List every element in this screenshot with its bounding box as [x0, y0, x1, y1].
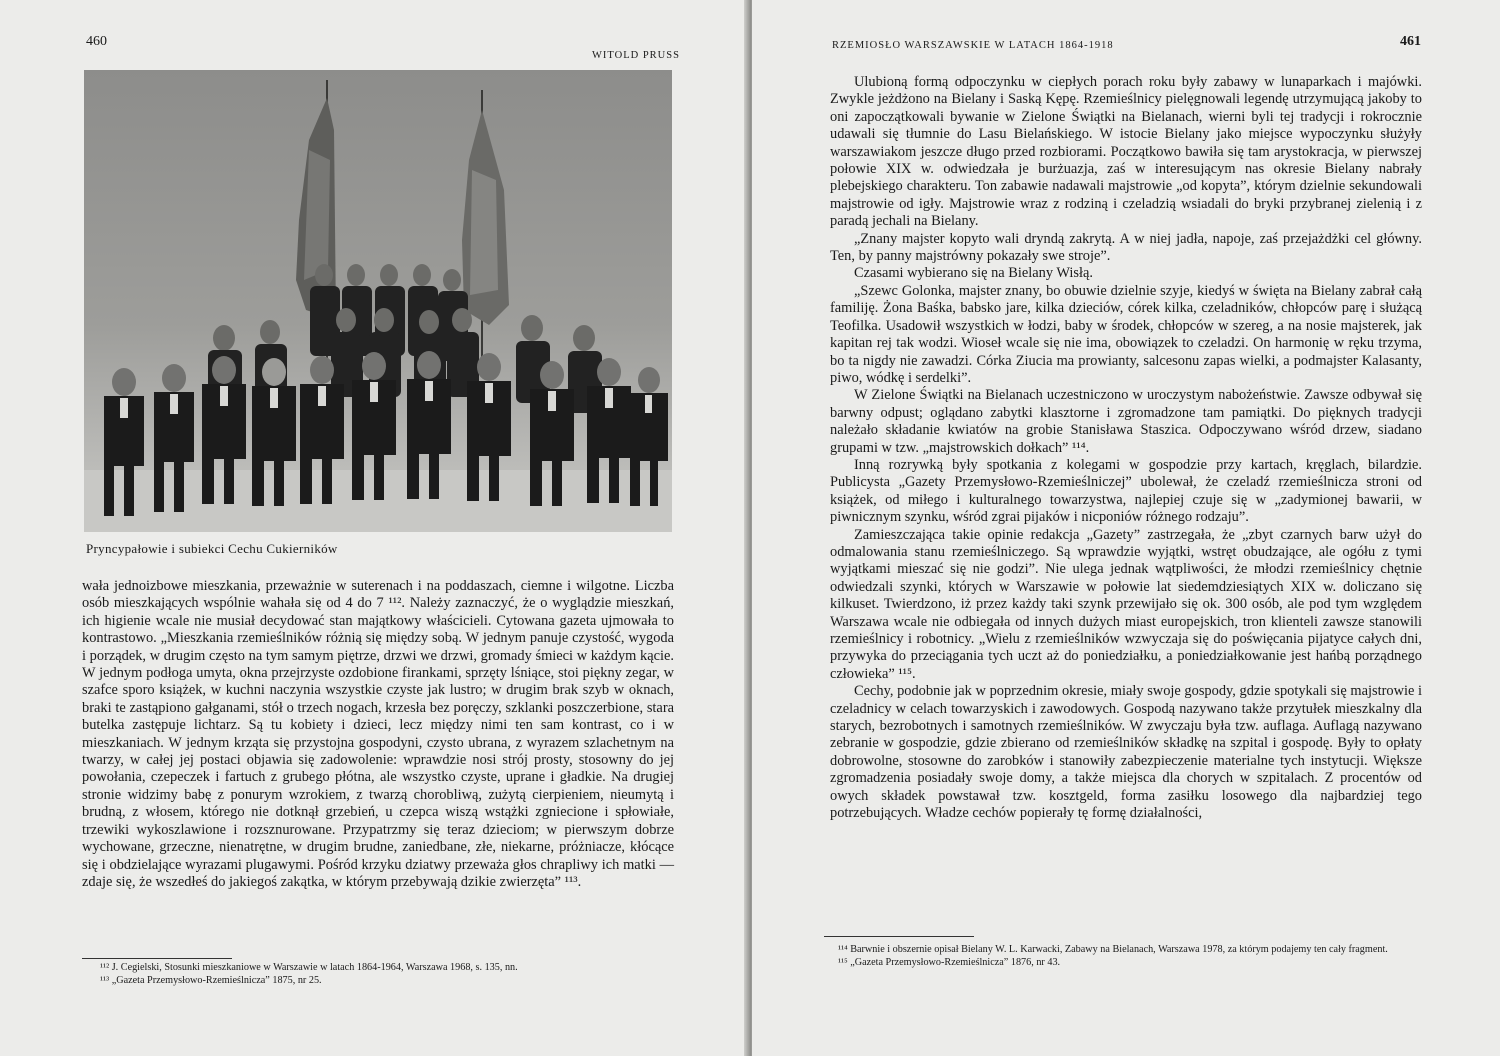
right-footnotes: [838, 944, 1422, 969]
paragraph: wała jednoizbowe mieszkania, przeważnie w suterenach i na poddaszach, ciemne i wilgotne. Liczba osób mieszkających wspólnie wahała się od 4 do 7 ¹¹². Należy zaznaczyć, że o wyglądzie mieszkań, ich higienie wcale nie musiał decydować stan majątkowy właścicieli. Cytowana gazeta ujmowała to kontrastowo. „Mieszkania rzemieślników różnią się między sobą. W jednym panuje czystość, wygoda i porządek, w drugim często na tym samym piętrze, drzwi we drzwi, gromady śmieci w każdym kącie. W jednym podłoga umyta, okna przejrzyste ozdobione firankami, sprzęty lśniące, stoi piękny zegar, w szafce sporo książek, w kuchni naczynia wszystkie czyste jak lustro; w drugim brak szyb w oknach, braki te zastąpiono gałganami, stół o trzech nogach, krzesła bez poręczy, szklanki poszczerbione, stara butelka zastępuje lichtarz. Są tu kobiety i dzieci, lecz między nimi ten sam kontrast, co i w mieszkaniach. W jednym krząta się przystojna gospodyni, czysto ubrana, z wyrazem szlachetnym na twarzy, w całej jej postaci objawia się zadowolenie: wprawdzie nosi strój prosty, stosowny do jej powołania, czepeczek i fartuch z grubego płótna, ale wszystko czyste, uprane i gładkie. Na drugiej stronie widzimy babę z ponurym wzrokiem, z twarzą chorobliwą, zużytą cierpieniem, nieumytą i brudną, z włosem, którego nie dotknął grzebień, u czepca wiszą wstążki zgniecione i spłowiałe, trzewiki wykoszlawione i rozsznurowane. Przypatrzmy się teraz dzieciom; w pierwszym dobrze wychowane, grzeczne, nienatrętne, w drugim brudne, zaniedbane, złe, niekarne, próżniacze, kłócące się i obdzielające wyrazami plugawymi. Pośród krzyku dziatwy przeważa głos chrapliwy ich matki — zdaje się, że wszedłeś do jakiegoś zakątka, w którym przebywają dzikie zwierzęta” ¹¹³.: [82, 578, 674, 890]
footnote: ¹¹³ „Gazeta Przemysłowo-Rzemieślnicza” 1875, nr 25.: [100, 974, 322, 986]
paragraph: „Szewc Golonka, majster znany, bo obuwie dzielnie szyje, kiedyś w święta na Bielany zabrał całą familiję. Żona Baśka, babsko jare, kilka dzieciów, córek kilka, czeladników, chłopców parę i służącą Teofilka. Usadowił wszystkich w łodzi, baby w środek, chłopców w szereg, a na nosie majsterek, jak kapitan rej tak wodzi. Wioseł wcale się nie ima, obowiązek to czeladzi. On harmonię w ręku trzyma, bo ta nigdy nie zawadzi. Córka Ziucia ma prowianty, salcesonu zapas wielki, a podmajster Kalasanty, piwo, wódkę i serdelki”.: [830, 282, 1422, 386]
running-head: WITOLD PRUSS: [592, 50, 680, 61]
right-page: [752, 0, 1500, 1056]
footnote-rule: [82, 958, 232, 959]
footnote: ¹¹⁵ „Gazeta Przemysłowo-Rzemieślnicza” 1876, nr 43.: [838, 956, 1061, 968]
footnote: ¹¹² J. Cegielski, Stosunki mieszkaniowe w Warszawie w latach 1864-1964, Warszawa 1968, s. 135, nn.: [100, 962, 518, 973]
paragraph: Cechy, podobnie jak w poprzednim okresie, miały swoje gospody, gdzie spotykali się majstrowie i czeladnicy w celach towarzyskich i zawodowych. Gospodą nazywano także przytułek mieszkalny dla starych, bezrobotnych i samotnych rzemieślników. W zwyczaju była tzw. auflaga. Auflagą nazywano zebranie w gospodzie, gdzie zbierano od rzemieślników składkę na szpital i gospodę. Były to opłaty dobrowolne, stosowne do zarobków i stanowiły zabezpieczenie materialne tych instytucji. Większe zgromadzenia posiadały swoje domy, a także miejsca dla chorych w szpitalach. Z procentów od owych składek powstawał tzw. kosztgeld, forma zasiłku losowego dla najbardziej tego potrzebujących. Władze cechów popierały tę formę działalności,: [830, 683, 1422, 822]
paragraph: Czasami wybierano się na Bielany Wisłą.: [854, 265, 1093, 282]
photo-caption: Pryncypałowie i subiekci Cechu Cukierników: [86, 541, 338, 556]
left-page: [0, 0, 748, 1056]
footnote-rule: [824, 936, 974, 937]
page-number: 460: [86, 34, 107, 49]
paragraph: Ulubioną formą odpoczynku w ciepłych porach roku były zabawy w lunaparkach i majówki. Zwykle jeżdżono na Bielany i Saską Kępę. Rzemieślnicy pielęgnowali legendę utrzymującą jakoby to oni zapoczątkowali bywanie w Zielone Świątki na Bielanach, wierni byli tej tradycji i rokrocznie udawali się tłumnie do Lasu Bielańskiego. W istocie Bielany jako miejsce wypoczynku służyły warszawiakom jeszcze długo przed rozbiorami. Początkowo bawiła się tam arystokracja, w pierwszej połowie XIX w. odwiedzała je burżuazja, zaś w interesującym nas okresie Bielany nabrały plebejskiego charakteru. Ton zabawie nadawali majstrowie „od kopyta”, którym dzielnie sekundowali majstrowie od igły. Majstrowie wraz z rodziną i czeladzią wsiadali do bryki przybranej zielenią i z paradą jechali na Bielany.: [830, 74, 1422, 230]
footnote: ¹¹⁴ Barwnie i obszernie opisał Bielany W. L. Karwacki, Zabawy na Bielanach, Warszawa 1978, za którym podajemy ten cały fragment.: [838, 944, 1388, 955]
paragraph: Zamieszczająca takie opinie redakcja „Gazety” zastrzegała, że „zbyt czarnych barw użył do odmalowania stanu rzemieślniczego. Są wprawdzie wyjątki, wstręt obudzające, ale ogółu z tymi wyjątkami mieszać się nie godzi”. Nie ulega jednak wątpliwości, że młodzi rzemieślnicy chętnie odwiedzali szynki, których w Warszawie w połowie lat siedemdziesiątych XIX w. doliczano się kilkuset. Twierdzono, iż przez każdy taki szynk przewijało się ok. 300 osób, ale pod tym względem Warszawa wcale nie odbiegała od innych dużych miast europejskich, tron klienteli zawsze stanowili rzemieślnicy i robotnicy. „Wielu z rzemieślników wzwyczaja się do poświęcania pijatyce całych dni, przywyka do przeciągania tych uczt aż do poniedziałku, a poniedziałkowanie jest hańbą porządnego człowieka” ¹¹⁵.: [830, 526, 1422, 682]
right-body-text: [830, 74, 1422, 822]
page-number: 461: [1400, 34, 1421, 49]
paragraph: W Zielone Świątki na Bielanach uczestniczono w uroczystym nabożeństwie. Zawsze odbywał się barwny odpust; oglądano zabytki klasztorne i zgromadzone tam pamiątki. Do pięknych tradycji należało składanie kwiatów na grobie Stanisława Staszica. Odpoczywano wśród drzew, siadano grupami w tzw. „majstrowskich dołkach” ¹¹⁴.: [830, 387, 1422, 456]
paragraph: „Znany majster kopyto wali dryndą zakrytą. A w niej jadła, napoje, zaś przejażdżki cel główny. Ten, by panny majstrówny pokazały swe stroje”.: [830, 230, 1422, 265]
running-head: RZEMIOSŁO WARSZAWSKIE W LATACH 1864-1918: [832, 40, 1114, 51]
left-body-text: [82, 578, 674, 891]
paragraph: Inną rozrywką były spotkania z kolegami w gospodzie przy kartach, kręglach, bilardzie. Publicysta „Gazety Przemysłowo-Rzemieślniczej” ubolewał, że czeladź rzemieślnicza stroni od książek, od miłego i kulturalnego towarzystwa, najlepiej czuje się w „zadymionej bawarii, w piwnicznym szynku, wśród zgrai pijaków i nicponiów różnego rodzaju”.: [830, 456, 1422, 526]
photo-illustration: [84, 70, 672, 532]
left-footnotes: [100, 962, 674, 987]
group-photograph: [84, 70, 672, 532]
